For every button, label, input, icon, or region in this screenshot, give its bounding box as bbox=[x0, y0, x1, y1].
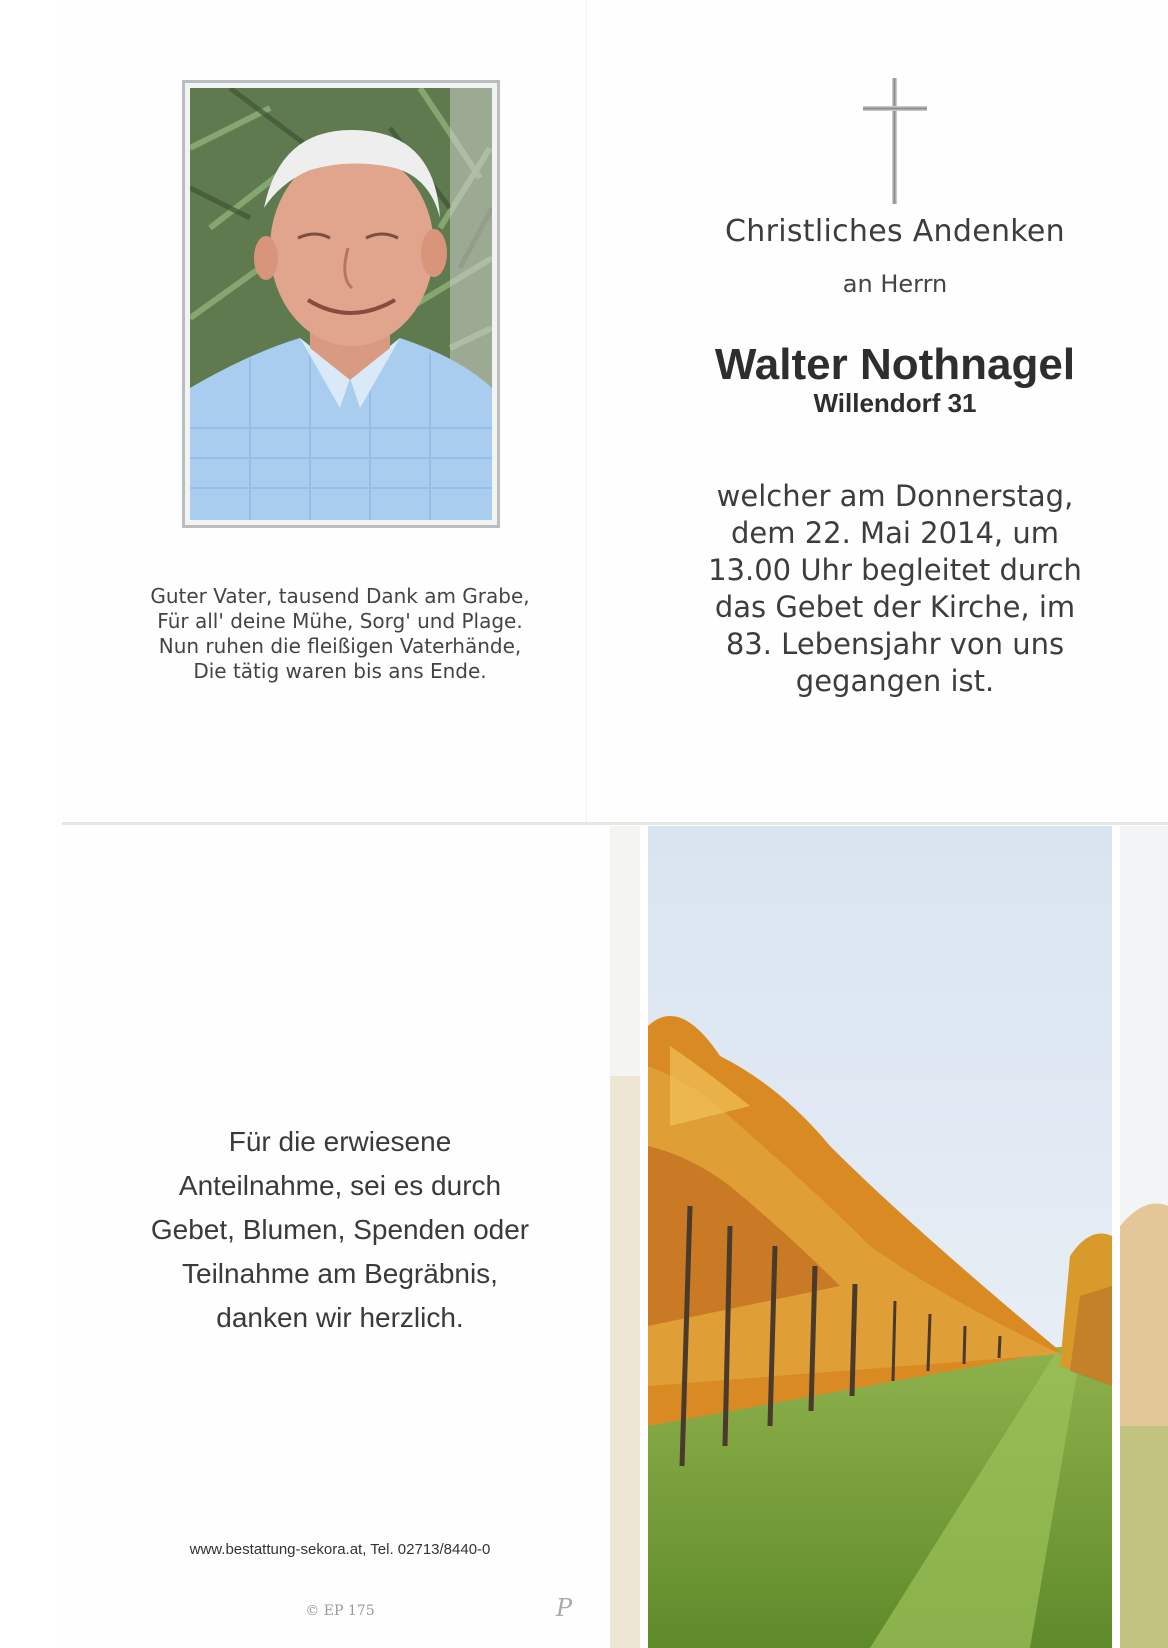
death-notice-line: gegangen ist. bbox=[795, 664, 995, 698]
printer-mark: P bbox=[556, 1594, 573, 1622]
thanks-line: danken wir herzlich. bbox=[216, 1302, 464, 1333]
portrait-frame bbox=[182, 80, 500, 528]
poem-line: Nun ruhen die fleißigen Vaterhände, bbox=[158, 634, 522, 658]
death-notice-line: dem 22. Mai 2014, um bbox=[731, 516, 1059, 550]
death-notice-line: 13.00 Uhr begleitet durch bbox=[708, 553, 1082, 587]
death-notice-line: das Gebet der Kirche, im bbox=[714, 590, 1076, 624]
poem-line: Guter Vater, tausend Dank am Grabe, bbox=[150, 584, 530, 608]
contact-line: www.bestattung-sekora.at, Tel. 02713/8440-0 bbox=[189, 1541, 491, 1558]
thanks-line: Teilnahme am Begräbnis, bbox=[182, 1258, 498, 1289]
deceased-name: Walter Nothnagel bbox=[714, 340, 1076, 389]
thanks-line: Anteilnahme, sei es durch bbox=[178, 1170, 502, 1201]
salutation: an Herrn bbox=[842, 270, 948, 298]
memorial-title: Christliches Andenken bbox=[725, 214, 1065, 249]
fold-line-vertical bbox=[586, 0, 587, 822]
poem-line: Für all' deine Mühe, Sorg' und Plage. bbox=[157, 609, 523, 633]
vineyard-photo bbox=[610, 826, 1168, 1648]
death-notice-line: 83. Lebensjahr von uns bbox=[725, 627, 1065, 661]
deceased-address: Willendorf 31 bbox=[813, 388, 977, 418]
portrait-photo bbox=[190, 88, 492, 520]
thanks-line: Für die erwiesene bbox=[228, 1126, 452, 1157]
thanks-message bbox=[110, 1120, 570, 1340]
portrait-illustration bbox=[190, 88, 492, 520]
product-code: © EP 175 bbox=[305, 1603, 375, 1619]
thanks-line: Gebet, Blumen, Spenden oder bbox=[150, 1214, 530, 1245]
cross-icon bbox=[863, 78, 927, 204]
death-notice bbox=[680, 478, 1110, 700]
poem-line: Die tätig waren bis ans Ende. bbox=[193, 659, 487, 683]
fold-line-horizontal bbox=[62, 822, 1168, 825]
poem bbox=[110, 584, 570, 684]
death-notice-line: welcher am Donnerstag, bbox=[716, 479, 1074, 513]
